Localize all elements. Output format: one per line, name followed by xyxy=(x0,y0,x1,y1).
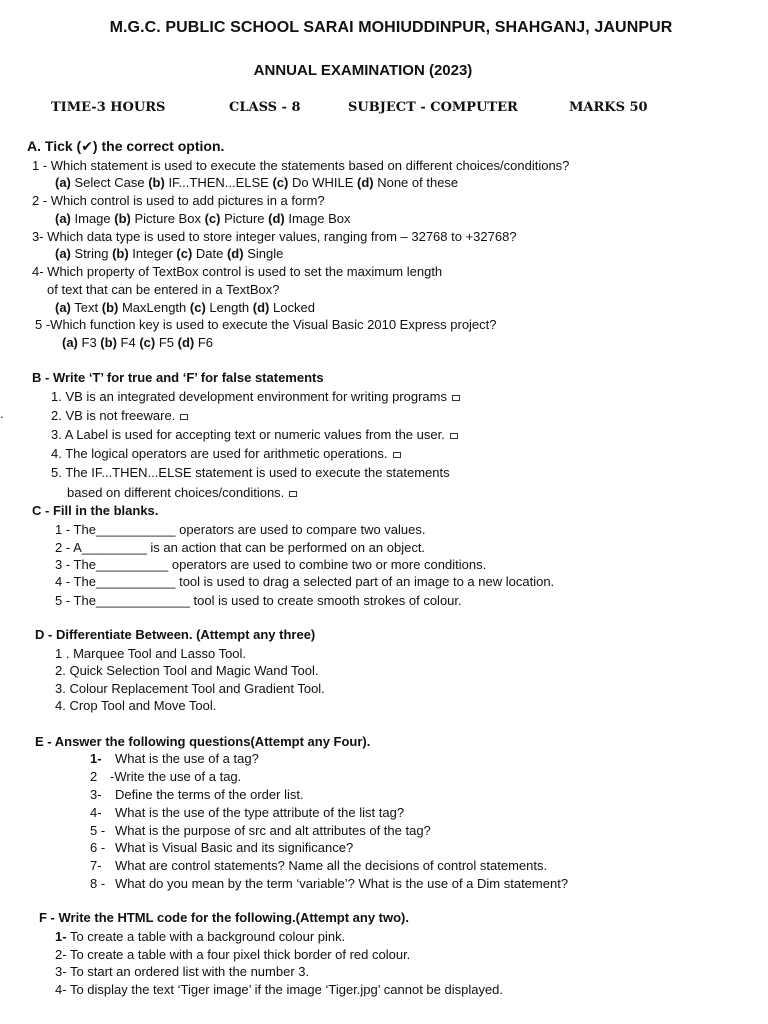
question-a3: 3- Which data type is used to store integer values, ranging from – 32768 to +32768? xyxy=(32,229,517,244)
options-a5: (a) F3 (b) F4 (c) F5 (d) F6 xyxy=(62,335,214,350)
blank-c3: 3 - The__________ operators are used to combine two or more conditions. xyxy=(55,557,487,572)
statement-b1: 1. VB is an integrated development environment for writing programs xyxy=(51,388,460,405)
options-a1: (a) Select Case (b) IF...THEN...ELSE (c) Do WHILE (d) None of these xyxy=(55,175,459,190)
question-e1-num: 1- xyxy=(90,751,102,766)
options-a4: (a) Text (b) MaxLength (c) Length (d) Locked xyxy=(55,300,315,315)
question-a5: 5 -Which function key is used to execute the Visual Basic 2010 Express project? xyxy=(35,317,497,332)
question-e6-num: 6 - xyxy=(90,840,106,855)
question-e3: Define the terms of the order list. xyxy=(115,787,304,802)
stray-dot: . xyxy=(0,406,4,421)
question-e5-num: 5 - xyxy=(90,823,106,838)
answer-box xyxy=(180,414,188,420)
question-e8-num: 8 - xyxy=(90,876,106,891)
question-f2: 2- To create a table with a four pixel thick border of red colour. xyxy=(55,947,411,962)
question-e4-num: 4- xyxy=(90,805,102,820)
question-e5: What is the purpose of src and alt attributes of the tag? xyxy=(115,823,431,838)
question-e2-num: 2 xyxy=(90,769,98,784)
question-e3-num: 3- xyxy=(90,787,102,802)
question-a4-cont: of text that can be entered in a TextBox? xyxy=(47,282,280,297)
blank-c5: 5 - The_____________ tool is used to create smooth strokes of colour. xyxy=(55,593,462,608)
options-a3: (a) String (b) Integer (c) Date (d) Single xyxy=(55,246,284,261)
blank-c1: 1 - The___________ operators are used to compare two values. xyxy=(55,522,426,537)
exam-subject: SUBJECT - COMPUTER xyxy=(348,100,518,115)
section-b-title: B - Write ‘T’ for true and ‘F’ for false statements xyxy=(32,370,324,385)
answer-box xyxy=(393,452,401,458)
school-name: M.G.C. PUBLIC SCHOOL SARAI MOHIUDDINPUR, SHAHGANJ, JAUNPUR xyxy=(109,19,673,36)
item-d2: 2. Quick Selection Tool and Magic Wand Tool. xyxy=(55,663,319,678)
blank-c4: 4 - The___________ tool is used to drag a selected part of an image to a new location. xyxy=(55,574,555,589)
exam-class: CLASS - 8 xyxy=(229,100,301,115)
question-e1: What is the use of a tag? xyxy=(115,751,259,766)
question-f4: 4- To display the text ‘Tiger image’ if the image ‘Tiger.jpg’ cannot be displayed. xyxy=(55,982,504,997)
question-e7-num: 7- xyxy=(90,858,102,873)
section-c-title: C - Fill in the blanks. xyxy=(32,503,159,518)
question-e4: What is the use of the type attribute of the list tag? xyxy=(115,805,405,820)
question-a1: 1 - Which statement is used to execute the statements based on different choices/conditions? xyxy=(32,158,570,173)
question-e6: What is Visual Basic and its significance? xyxy=(115,840,354,855)
question-e8: What do you mean by the term ‘variable’? What is the use of a Dim statement? xyxy=(115,876,569,891)
statement-b5: 5. The IF...THEN...ELSE statement is used to execute the statements xyxy=(51,465,450,480)
exam-title: ANNUAL EXAMINATION (2023) xyxy=(253,62,473,79)
answer-box xyxy=(452,395,460,401)
section-e-title: E - Answer the following questions(Attempt any Four). xyxy=(35,734,371,749)
statement-b5-cont: based on different choices/conditions. xyxy=(67,484,297,501)
answer-box xyxy=(450,433,458,439)
options-a2: (a) Image (b) Picture Box (c) Picture (d) Image Box xyxy=(55,211,351,226)
statement-b2: 2. VB is not freeware. xyxy=(51,407,188,424)
item-d1: 1 . Marquee Tool and Lasso Tool. xyxy=(55,646,247,661)
item-d4: 4. Crop Tool and Move Tool. xyxy=(55,698,217,713)
item-d3: 3. Colour Replacement Tool and Gradient Tool. xyxy=(55,681,325,696)
exam-marks: MARKS 50 xyxy=(569,100,648,115)
question-a2: 2 - Which control is used to add pictures in a form? xyxy=(32,193,325,208)
question-a4: 4- Which property of TextBox control is used to set the maximum length xyxy=(32,264,443,279)
blank-c2: 2 - A_________ is an action that can be performed on an object. xyxy=(55,540,426,555)
statement-b4: 4. The logical operators are used for arithmetic operations. xyxy=(51,445,401,462)
section-a-title: A. Tick (✔) the correct option. xyxy=(27,138,225,154)
question-e2: -Write the use of a tag. xyxy=(110,769,242,784)
question-e7: What are control statements? Name all the decisions of control statements. xyxy=(115,858,548,873)
question-f1: 1- To create a table with a background colour pink. xyxy=(55,929,346,944)
section-d-title: D - Differentiate Between. (Attempt any three) xyxy=(35,627,316,642)
section-f-title: F - Write the HTML code for the following.(Attempt any two). xyxy=(39,910,409,925)
answer-box xyxy=(289,491,297,497)
statement-b3: 3. A Label is used for accepting text or numeric values from the user. xyxy=(51,426,458,443)
question-f3: 3- To start an ordered list with the number 3. xyxy=(55,964,310,979)
exam-time: TIME-3 HOURS xyxy=(51,100,166,115)
